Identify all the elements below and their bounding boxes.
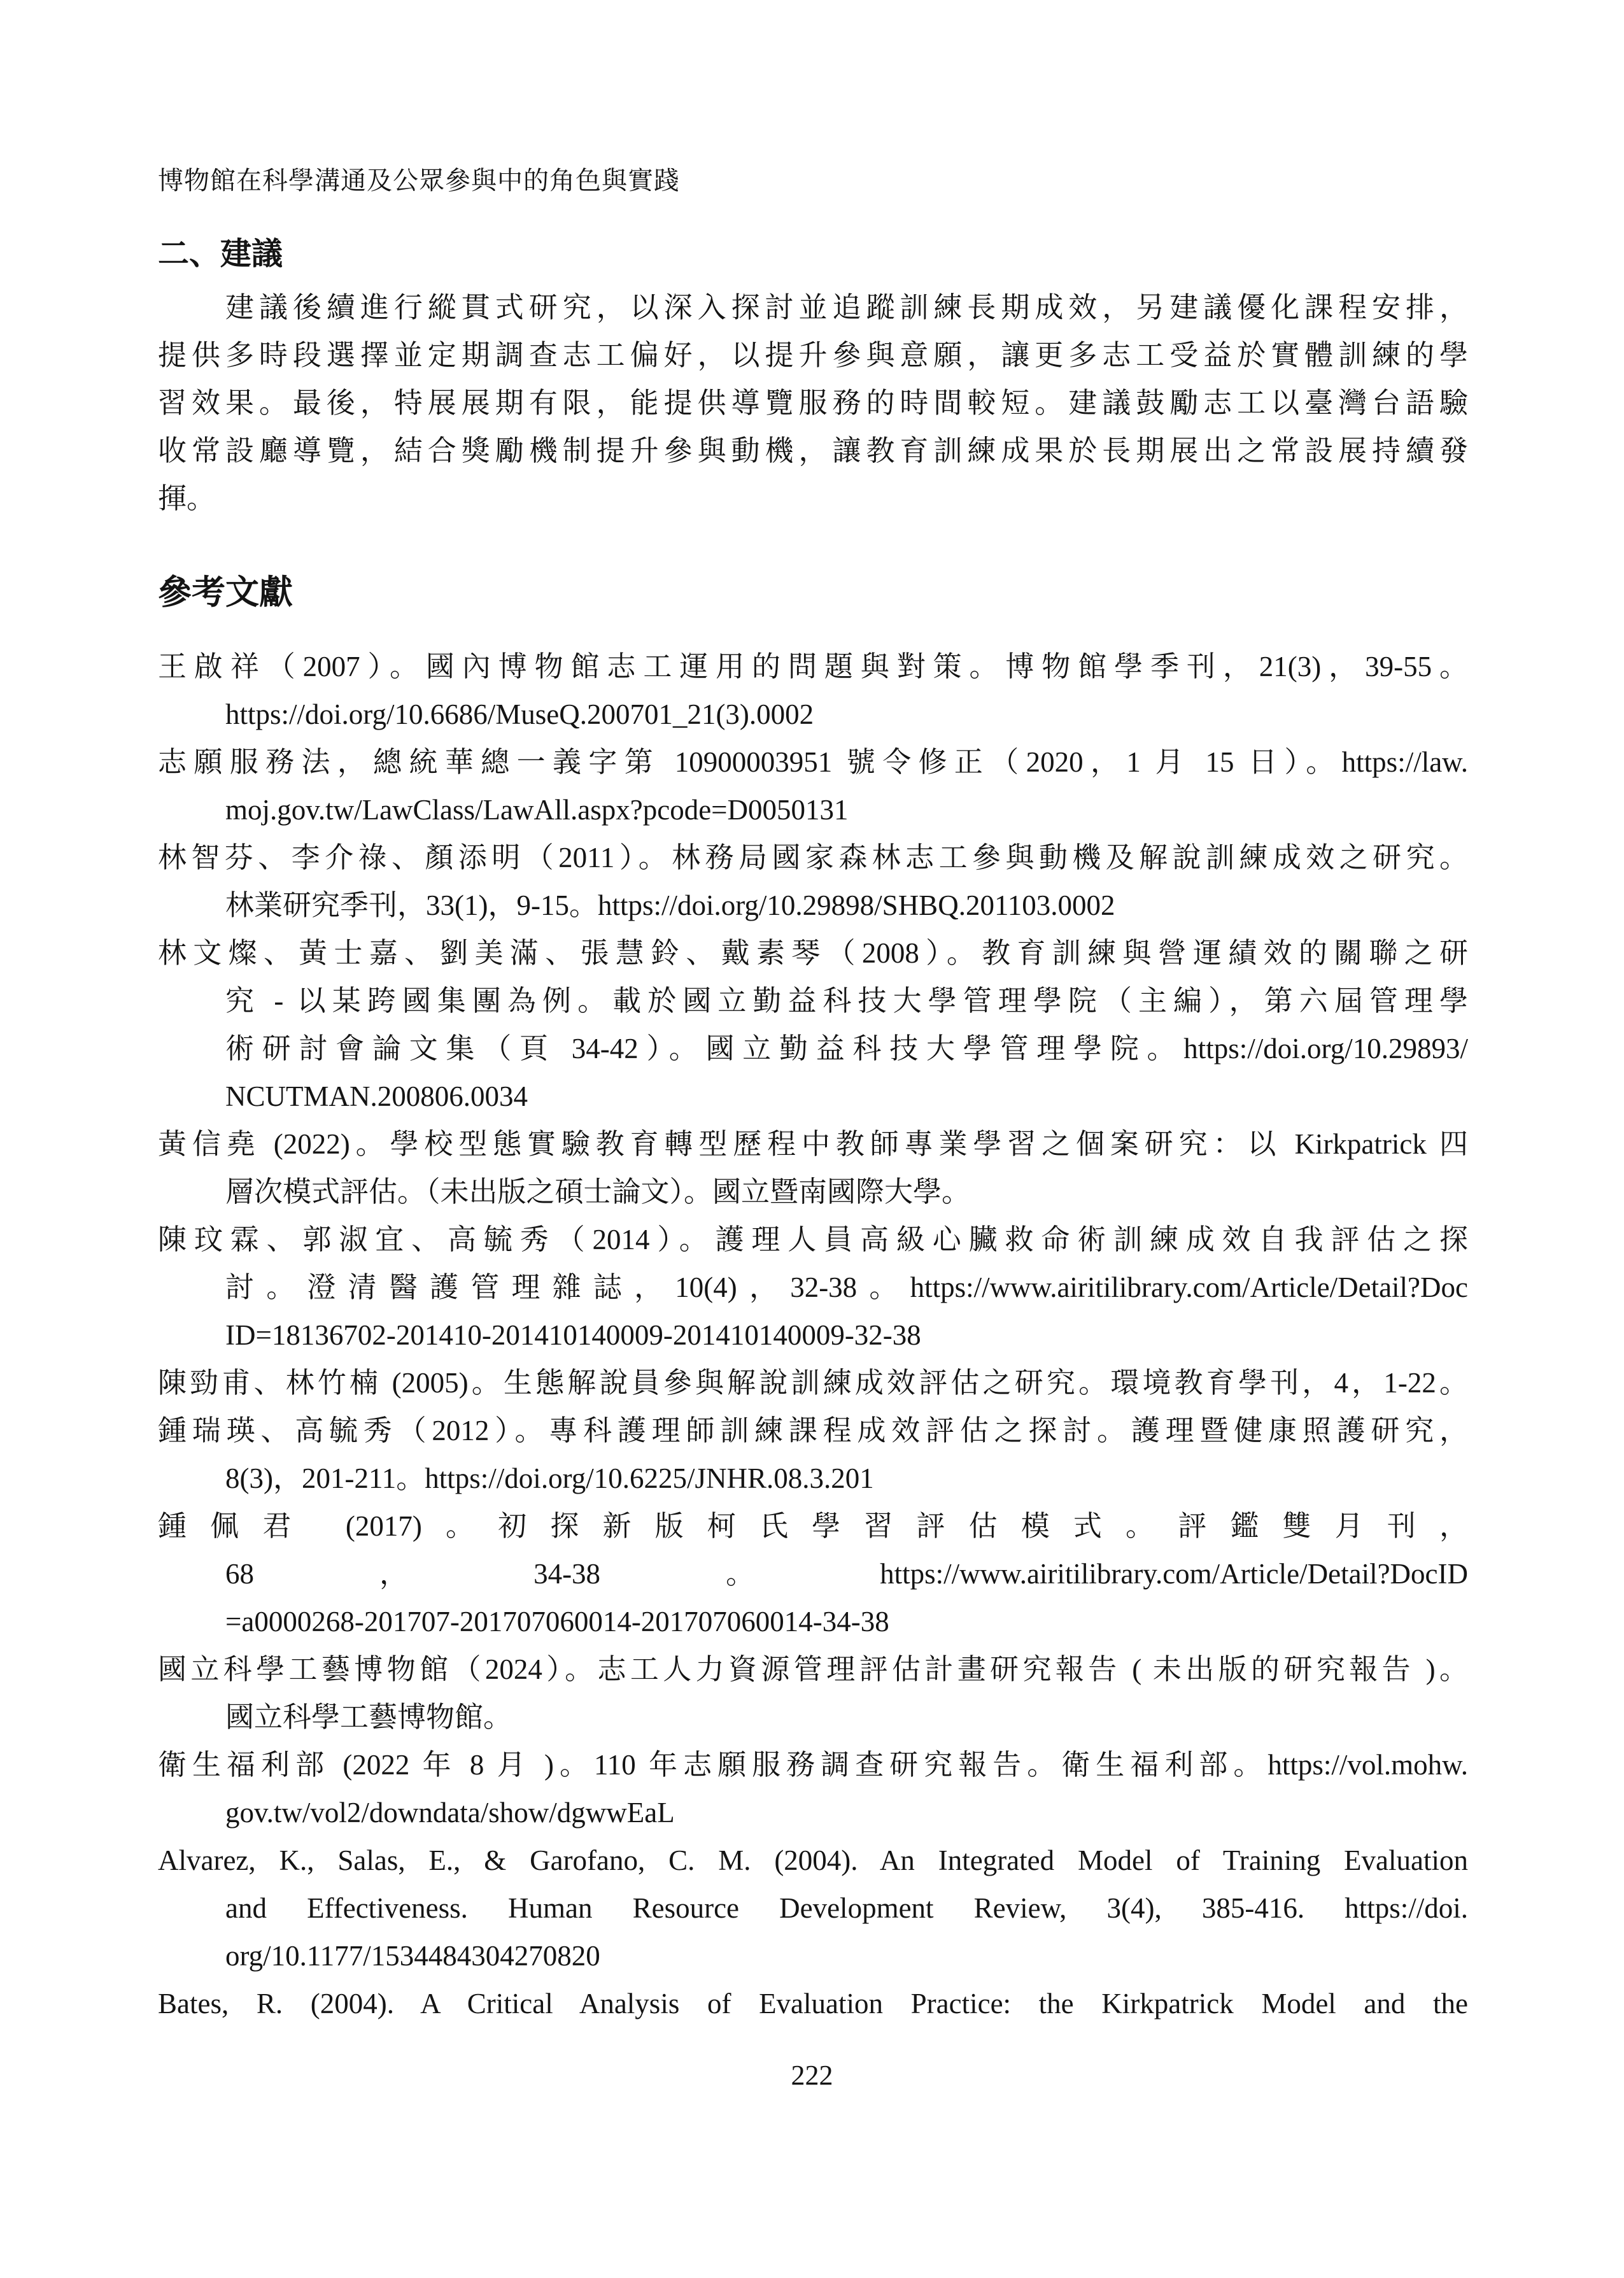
reference-line: 志願服務法，總統華總一義字第 10900003951 號令修正（2020，1 月 15 日）。https://law.	[158, 746, 1468, 778]
references-heading: 參考文獻	[158, 574, 293, 611]
reference-entry	[158, 1121, 1468, 1216]
reference-line: https://doi.org/10.6686/MuseQ.200701_21(3).0002	[225, 698, 814, 730]
reference-entry	[158, 1216, 1468, 1359]
page-number: 222	[791, 2060, 833, 2091]
reference-line: 陳勁甫、林竹楠 (2005)。生態解說員參與解說訓練成效評估之研究。環境教育學刊，4，1-22。	[158, 1367, 1468, 1399]
reference-line: 層次模式評估。（未出版之碩士論文）。國立暨南國際大學。	[225, 1176, 971, 1208]
reference-line: 國立科學工藝博物館。	[225, 1701, 512, 1733]
reference-entry	[158, 1837, 1468, 1980]
reference-line: ID=18136702-201410-201410140009-201410140009-32-38	[225, 1319, 921, 1351]
reference-line: 鍾佩君 (2017)。初探新版柯氏學習評估模式。評鑑雙月刊，	[158, 1510, 1468, 1542]
reference-entry	[158, 1407, 1468, 1503]
reference-entry	[158, 1741, 1468, 1837]
reference-line: 林文燦、黃士嘉、劉美滿、張慧鈴、戴素琴（2008）。教育訓練與營運績效的關聯之研	[158, 937, 1468, 969]
reference-line: moj.gov.tw/LawClass/LawAll.aspx?pcode=D0050131	[225, 794, 849, 826]
paragraph-line: 收常設廳導覽，結合獎勵機制提升參與動機，讓教育訓練成果於長期展出之常設展持續發	[158, 435, 1468, 467]
reference-line: 究 - 以某跨國集團為例。載於國立勤益科技大學管理學院（主編），第六屆管理學	[225, 985, 1468, 1017]
reference-line: gov.tw/vol2/downdata/show/dgwwEaL	[225, 1797, 675, 1829]
paragraph-line: 提供多時段選擇並定期調查志工偏好，以提升參與意願，讓更多志工受益於實體訓練的學	[158, 339, 1468, 371]
reference-line: 68，34-38。https://www.airitilibrary.com/Article/Detail?DocID	[225, 1558, 1468, 1590]
reference-entry	[158, 930, 1468, 1121]
reference-line: 國立科學工藝博物館（2024）。志工人力資源管理評估計畫研究報告 ( 未出版的研究報告 )。	[158, 1653, 1468, 1685]
reference-entry	[158, 643, 1468, 739]
references-list	[158, 643, 1468, 2028]
reference-entry	[158, 1503, 1468, 1646]
paragraph-line: 習效果。最後，特展展期有限，能提供導覽服務的時間較短。建議鼓勵志工以臺灣台語驗	[158, 387, 1468, 419]
reference-line: 林智芬、李介祿、顏添明（2011）。林務局國家森林志工參與動機及解說訓練成效之研究。	[158, 842, 1468, 874]
reference-entry	[158, 739, 1468, 834]
running-header: 博物館在科學溝通及公眾參與中的角色與實踐	[158, 166, 680, 195]
reference-line: 王啟祥（2007）。國內博物館志工運用的問題與對策。博物館學季刊，21(3)，39-55。	[158, 651, 1468, 683]
reference-line: 術研討會論文集（頁 34-42）。國立勤益科技大學管理學院。https://doi.org/10.29893/	[225, 1033, 1468, 1065]
reference-entry	[158, 1980, 1468, 2028]
recommendations-paragraph	[158, 284, 1468, 523]
reference-line: 陳玟霖、郭淑宜、高毓秀（2014）。護理人員高級心臟救命術訓練成效自我評估之探	[158, 1224, 1468, 1256]
reference-entry	[158, 1359, 1468, 1407]
paragraph-line: 揮。	[158, 483, 216, 514]
reference-entry	[158, 834, 1468, 930]
reference-entry	[158, 1646, 1468, 1741]
reference-line: org/10.1177/1534484304270820	[225, 1940, 600, 1972]
reference-line: 衛生福利部 (2022 年 8 月 )。110 年志願服務調查研究報告。衛生福利部。https://vol.mohw.	[158, 1749, 1468, 1781]
reference-line: 討。澄清醫護管理雜誌，10(4)，32-38。https://www.airitilibrary.com/Article/Detail?Doc	[225, 1271, 1468, 1303]
section-heading-recommendations: 二、建議	[158, 236, 283, 271]
reference-line: Alvarez, K., Salas, E., & Garofano, C. M. (2004). An Integrated Model of Training Evaluation	[158, 1844, 1468, 1876]
reference-line: and Effectiveness. Human Resource Development Review, 3(4), 385-416. https://doi.	[225, 1892, 1468, 1924]
reference-line: 8(3)，201-211。https://doi.org/10.6225/JNHR.08.3.201	[225, 1462, 874, 1494]
paragraph-line: 建議後續進行縱貫式研究，以深入探討並追蹤訓練長期成效，另建議優化課程安排，	[225, 292, 1468, 323]
reference-line: Bates, R. (2004). A Critical Analysis of Evaluation Practice: the Kirkpatrick Model and the	[158, 1988, 1468, 2020]
reference-line: =a0000268-201707-201707060014-201707060014-34-38	[225, 1606, 889, 1638]
reference-line: 鍾瑞瑛、高毓秀（2012）。專科護理師訓練課程成效評估之探討。護理暨健康照護研究，	[158, 1415, 1468, 1447]
reference-line: 黃信堯 (2022)。學校型態實驗教育轉型歷程中教師專業學習之個案研究：以 Kirkpatrick 四	[158, 1128, 1468, 1160]
reference-line: 林業研究季刊，33(1)，9-15。https://doi.org/10.29898/SHBQ.201103.0002	[225, 889, 1115, 921]
reference-line: NCUTMAN.200806.0034	[225, 1080, 528, 1112]
